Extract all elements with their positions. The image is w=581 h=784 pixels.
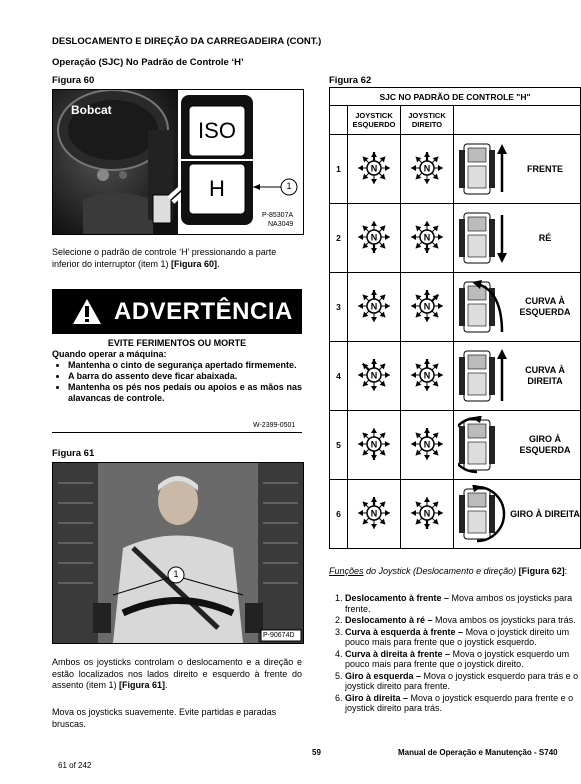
bobcat-logo-text: Bobcat bbox=[71, 103, 112, 117]
warning-line-2: Quando operar a máquina: bbox=[52, 349, 167, 359]
paragraph-select-pattern: Selecione o padrão de controle ‘H’ pressionando a parte inferior do interruptor (item 1) [Figura 60]. bbox=[52, 247, 277, 269]
function-item: 2. Deslocamento à ré – Mova ambos os joysticks para trás. bbox=[345, 615, 581, 626]
warning-bullet: • A barra do assento deve ficar abaixada. bbox=[68, 371, 302, 382]
joystick-neutral-label: N bbox=[370, 508, 378, 519]
machine-diagram bbox=[458, 347, 510, 405]
table-corner bbox=[330, 106, 348, 135]
warning-bullets bbox=[52, 360, 302, 404]
figure-61-label: Figura 61 bbox=[52, 448, 95, 459]
action-label: FRENTE bbox=[527, 163, 563, 174]
iso-switch-label: ISO bbox=[198, 118, 236, 143]
warning-divider bbox=[52, 432, 302, 433]
figure-61-photo bbox=[52, 462, 304, 644]
warning-bullet: • Mantenha os pés nos pedais ou apoios e as mãos nas alavancas de controle. bbox=[68, 382, 302, 404]
right-joystick-cell bbox=[401, 480, 454, 549]
joystick-neutral-label: N bbox=[370, 301, 378, 312]
table-row bbox=[330, 204, 581, 273]
joystick-diagram bbox=[404, 212, 450, 262]
left-joystick-cell bbox=[348, 411, 401, 480]
warning-bullet: • Mantenha o cinto de segurança apertado firmemente. bbox=[68, 360, 302, 371]
warning-line-1: EVITE FERIMENTOS OU MORTE bbox=[107, 338, 247, 348]
machine-diagram bbox=[458, 278, 510, 336]
right-joystick-cell bbox=[401, 135, 454, 204]
machine-diagram bbox=[458, 140, 510, 198]
joystick-diagram bbox=[351, 212, 397, 262]
action-cell bbox=[454, 135, 581, 204]
row-number: 2 bbox=[330, 204, 348, 273]
row-number: 5 bbox=[330, 411, 348, 480]
action-label: GIRO À ESQUERDA bbox=[519, 434, 571, 455]
action-cell bbox=[454, 480, 581, 549]
paragraph-move-smoothly: Mova os joysticks suavemente. Evite partidas e paradas bruscas. bbox=[52, 707, 277, 729]
table-row bbox=[330, 411, 581, 480]
right-joystick-cell bbox=[401, 273, 454, 342]
action-cell bbox=[454, 204, 581, 273]
function-item: 4. Curva à direita à frente – Mova o joystick esquerdo um pouco mais para frente que o joystick direito. bbox=[345, 649, 581, 670]
joystick-diagram bbox=[351, 350, 397, 400]
joystick-neutral-label: N bbox=[370, 163, 378, 174]
paragraph-joysticks: Ambos os joysticks controlam o deslocamento e a direção e estão localizados nos lados direito e esquerdo à frente do assento (item 1) [Figura 61]. bbox=[52, 657, 302, 690]
section-subheading: Operação (SJC) No Padrão de Controle ‘H’ bbox=[52, 57, 244, 68]
table-row bbox=[330, 273, 581, 342]
left-joystick-cell bbox=[348, 204, 401, 273]
table-row bbox=[330, 135, 581, 204]
function-item: 3. Curva à esquerda à frente – Mova o joystick direito um pouco mais para frente que o joystick esquerdo. bbox=[345, 627, 581, 648]
joystick-diagram bbox=[404, 143, 450, 193]
joystick-neutral-label: N bbox=[370, 439, 378, 450]
left-joystick-cell bbox=[348, 273, 401, 342]
machine-diagram bbox=[458, 416, 510, 474]
left-joystick-cell bbox=[348, 342, 401, 411]
function-item: 1. Deslocamento à frente – Mova ambos os joysticks para frente. bbox=[345, 593, 581, 614]
warning-word: ADVERTÊNCIA bbox=[114, 297, 293, 325]
left-joystick-cell bbox=[348, 480, 401, 549]
table-row bbox=[330, 480, 581, 549]
col-right-joystick: JOYSTICK DIREITO bbox=[401, 106, 454, 135]
callout-1: 1 bbox=[173, 569, 179, 579]
row-number: 1 bbox=[330, 135, 348, 204]
page-count: 61 of 242 bbox=[58, 761, 92, 770]
action-label: CURVA À ESQUERDA bbox=[519, 296, 571, 317]
warning-triangle-icon bbox=[72, 298, 102, 325]
joystick-neutral-label: N bbox=[423, 301, 431, 312]
row-number: 4 bbox=[330, 342, 348, 411]
action-cell bbox=[454, 273, 581, 342]
right-joystick-cell bbox=[401, 204, 454, 273]
action-cell bbox=[454, 342, 581, 411]
callout-1: 1 bbox=[286, 181, 292, 191]
function-item: 6. Giro à direita – Mova o joystick esquerdo para frente e o joystick direito para trás. bbox=[345, 693, 581, 714]
right-joystick-cell bbox=[401, 411, 454, 480]
joystick-neutral-label: N bbox=[423, 508, 431, 519]
figure-61-illustration bbox=[53, 463, 303, 643]
joystick-diagram bbox=[351, 143, 397, 193]
joystick-diagram bbox=[404, 419, 450, 469]
action-label: GIRO À DIREITA bbox=[510, 508, 580, 519]
h-switch-label: H bbox=[209, 176, 225, 201]
joystick-functions-list bbox=[329, 593, 581, 715]
action-label: CURVA À DIREITA bbox=[525, 365, 565, 386]
joystick-diagram bbox=[404, 281, 450, 331]
figure-60-code-2: NA3049 bbox=[268, 221, 294, 228]
warning-text bbox=[52, 338, 302, 404]
joystick-diagram bbox=[404, 488, 450, 538]
machine-diagram bbox=[458, 209, 510, 267]
figure-62-caption: Funções do Joystick (Deslocamento e direção) [Figura 62]: bbox=[329, 566, 568, 576]
table-row bbox=[330, 342, 581, 411]
figure-60-photo bbox=[52, 89, 304, 235]
joystick-neutral-label: N bbox=[370, 232, 378, 243]
table-title: SJC NO PADRÃO DE CONTROLE "H" bbox=[330, 88, 581, 106]
col-action bbox=[454, 106, 581, 135]
figure-60-code-1: P-85307A bbox=[262, 212, 294, 219]
figure-62-label: Figura 62 bbox=[329, 75, 372, 86]
joystick-diagram bbox=[351, 488, 397, 538]
joystick-neutral-label: N bbox=[423, 163, 431, 174]
function-item: 5. Giro à esquerda – Mova o joystick esquerdo para trás e o joystick direito para frente. bbox=[345, 671, 581, 692]
warning-banner bbox=[52, 289, 302, 334]
joystick-neutral-label: N bbox=[423, 439, 431, 450]
left-joystick-cell bbox=[348, 135, 401, 204]
joystick-diagram bbox=[351, 281, 397, 331]
row-number: 6 bbox=[330, 480, 348, 549]
joystick-neutral-label: N bbox=[423, 232, 431, 243]
action-label: RÉ bbox=[538, 232, 552, 243]
joystick-diagram bbox=[351, 419, 397, 469]
section-heading: DESLOCAMENTO E DIREÇÃO DA CARREGADEIRA (CONT.) bbox=[52, 36, 322, 47]
joystick-control-table bbox=[329, 87, 581, 549]
page-number: 59 bbox=[312, 748, 321, 757]
joystick-neutral-label: N bbox=[370, 370, 378, 381]
machine-diagram bbox=[458, 485, 510, 543]
figure-60-label: Figura 60 bbox=[52, 75, 95, 86]
col-left-joystick: JOYSTICK ESQUERDO bbox=[348, 106, 401, 135]
manual-title: Manual de Operação e Manutenção - S740 bbox=[398, 748, 558, 757]
joystick-diagram bbox=[404, 350, 450, 400]
row-number: 3 bbox=[330, 273, 348, 342]
right-joystick-cell bbox=[401, 342, 454, 411]
figure-61-code: P-90674D bbox=[263, 632, 295, 639]
joystick-neutral-label: N bbox=[423, 370, 431, 381]
warning-code: W-2399-0501 bbox=[253, 422, 296, 429]
action-cell bbox=[454, 411, 581, 480]
